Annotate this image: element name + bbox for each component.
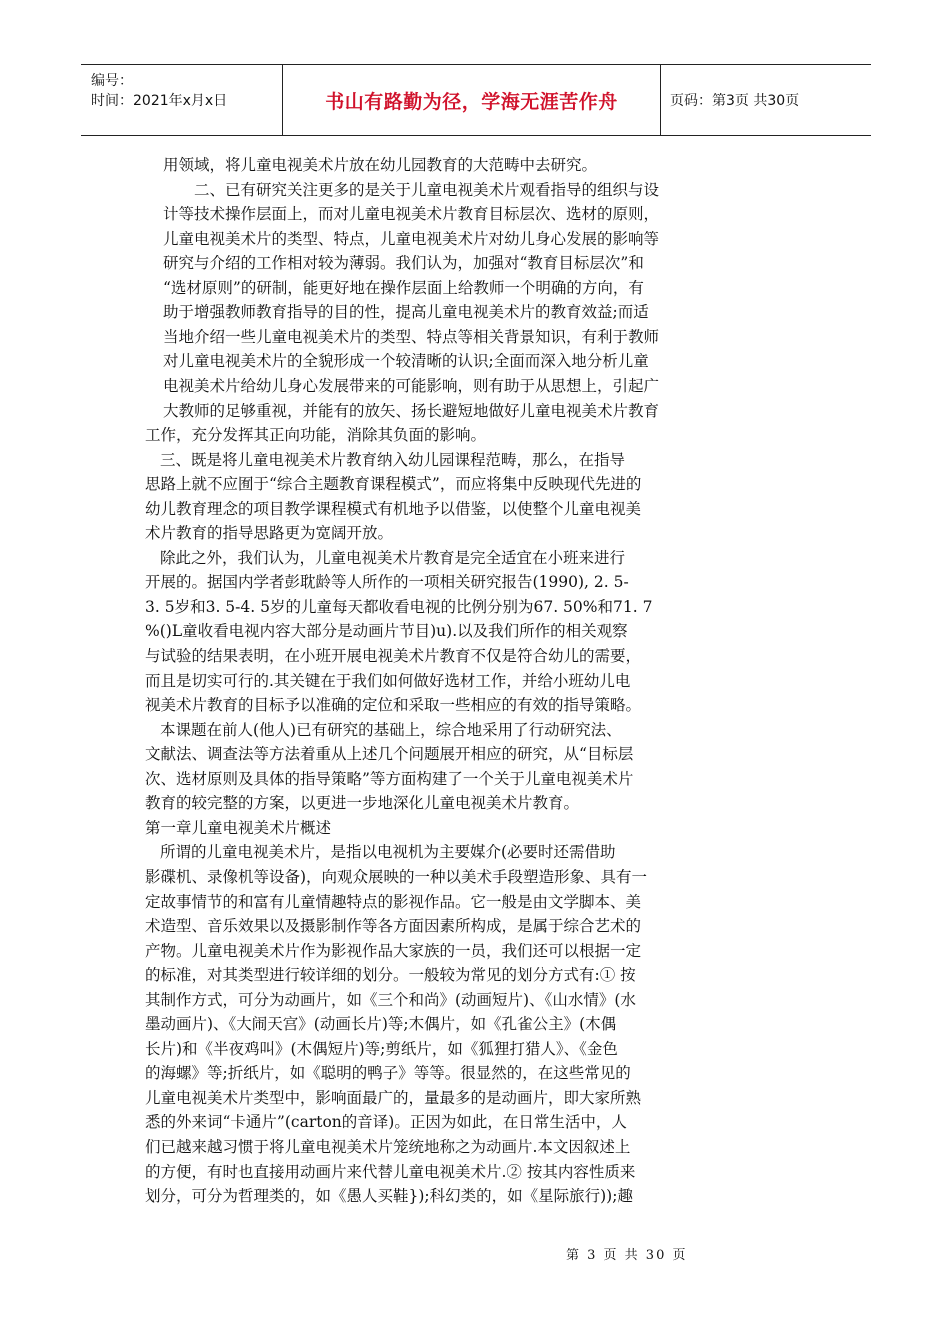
text-line: 幼儿教育理念的项目教学课程模式有机地予以借鉴，以使整个儿童电视美 — [145, 499, 642, 518]
page-footer: 第 3 页 共 30 页 — [566, 1248, 688, 1263]
document-number-label: 编号： — [91, 73, 133, 89]
text-line: 的标准，对其类型进行较详细的划分。一般较为常见的划分方式有:① 按 — [145, 966, 636, 985]
text-line: 教育的较完整的方案，以更进一步地深化儿童电视美术片教育。 — [145, 794, 580, 813]
text-line: 悉的外来词“卡通片”(carton的音译)。正因为如此，在日常生活中，人 — [145, 1113, 627, 1132]
text-line: 计等技术操作层面上，而对儿童电视美术片教育目标层次、选材的原则， — [163, 205, 660, 224]
text-line: 工作，充分发挥其正向功能，消除其负面的影响。 — [145, 426, 487, 445]
text-line: 划分，可分为哲理类的，如《愚人买鞋});科幻类的，如《星际旅行));趣 — [145, 1187, 633, 1206]
text-line: 术片教育的指导思路更为宽阔开放。 — [145, 524, 394, 543]
text-line: 思路上就不应囿于“综合主题教育课程模式”，而应将集中反映现代先进的 — [145, 475, 642, 494]
text-line: 与试验的结果表明，在小班开展电视美术片教育不仅是符合幼儿的需要， — [145, 647, 642, 665]
text-line: 定故事情节的和富有儿童情趣特点的影视作品。它一般是由文学脚本、美 — [145, 892, 642, 911]
text-line: 其制作方式，可分为动画片，如《三个和尚》(动画短片)、《山水情》(水 — [145, 990, 636, 1009]
text-line: 次、选材原则及具体的指导策略”等方面构建了一个关于儿童电视美术片 — [145, 769, 634, 788]
text-line: 开展的。据国内学者彭耽龄等人所作的一项相关研究报告(1990), 2. 5- — [145, 573, 629, 592]
text-line: 研究与介绍的工作相对较为薄弱。我们认为，加强对“教育目标层次”和 — [163, 254, 644, 273]
text-line: 二、已有研究关注更多的是关于儿童电视美术片观看指导的组织与设 — [194, 180, 660, 199]
text-line: 的方便，有时也直接用动画片来代替儿童电视美术片.② 按其内容性质来 — [145, 1162, 636, 1181]
text-line: 所谓的儿童电视美术片，是指以电视机为主要媒介(必要时还需借助 — [160, 843, 616, 862]
text-line: 儿童电视美术片的类型、特点，儿童电视美术片对幼儿身心发展的影响等 — [163, 229, 660, 248]
text-line: 电视美术片给幼儿身心发展带来的可能影响，则有助于从思想上，引起广 — [163, 376, 660, 395]
text-line: 术造型、音乐效果以及摄影制作等各方面因素所构成，是属于综合艺术的 — [145, 917, 642, 936]
header-motto: 书山有路勤为径，学海无涯苦作舟 — [283, 65, 661, 135]
text-line: 文献法、调查法等方法着重从上述几个问题展开相应的研究，从“目标层 — [145, 745, 634, 764]
text-line: 们已越来越习惯于将儿童电视美术片笼统地称之为动画片.本文因叙述上 — [145, 1138, 631, 1156]
text-line: “选材原则”的研制，能更好地在操作层面上给教师一个明确的方向，有 — [163, 278, 644, 297]
text-line: 第一章儿童电视美术片概述 — [145, 818, 332, 837]
text-line: 除此之外，我们认为，儿童电视美术片教育是完全适宜在小班来进行 — [160, 548, 626, 567]
header-info-cell — [81, 65, 283, 135]
text-line: 三、既是将儿童电视美术片教育纳入幼儿园课程范畴，那么，在指导 — [160, 450, 626, 469]
text-line: 的海螺》等;折纸片，如《聪明的鸭子》等等。很显然的，在这些常见的 — [145, 1064, 631, 1083]
text-line: 对儿童电视美术片的全貌形成一个较清晰的认识;全面而深入地分析儿童 — [163, 352, 649, 371]
header-page-number: 页码：第3页 共30页 — [670, 93, 800, 109]
text-line: 墨动画片)、《大闹天宫》(动画长片)等;木偶片，如《孔雀公主》(木偶 — [145, 1015, 617, 1034]
text-line: 3. 5岁和3. 5-4. 5岁的儿童每天都收看电视的比例分别为67. 50%和71. 7 — [145, 597, 653, 616]
text-line: 视美术片教育的目标予以准确的定位和采取一些相应的有效的指导策略。 — [145, 696, 642, 715]
text-line: 儿童电视美术片类型中，影响面最广的，量最多的是动画片，即大家所熟 — [145, 1088, 642, 1107]
text-line: 影碟机、录像机等设备)，向观众展映的一种以美术手段塑造形象、具有一 — [145, 867, 648, 886]
text-line: 而且是切实可行的.其关键在于我们如何做好选材工作，并给小班幼儿电 — [145, 671, 631, 690]
text-line: 用领域，将儿童电视美术片放在幼儿园教育的大范畴中去研究。 — [163, 156, 598, 174]
text-line: 大教师的足够重视，并能有的放矢、扬长避短地做好儿童电视美术片教育 — [163, 401, 660, 420]
text-line: 助于增强教师教育指导的目的性，提高儿童电视美术片的教育效益;而适 — [163, 303, 649, 322]
text-line: 当地介绍一些儿童电视美术片的类型、特点等相关背景知识，有利于教师 — [163, 327, 660, 346]
text-line: 本课题在前人(他人)已有研究的基础上，综合地采用了行动研究法、 — [160, 720, 622, 739]
page-header — [81, 64, 871, 136]
text-line: 长片)和《半夜鸡叫》(木偶短片)等;剪纸片，如《狐狸打猎人》、《金色 — [145, 1039, 618, 1058]
document-date-label: 时间：2021年x月x日 — [91, 93, 228, 109]
text-line: %()L童收看电视内容大部分是动画片节目)u).以及我们所作的相关观察 — [145, 622, 628, 641]
text-line: 产物。儿童电视美术片作为影视作品大家族的一员，我们还可以根据一定 — [145, 941, 642, 960]
